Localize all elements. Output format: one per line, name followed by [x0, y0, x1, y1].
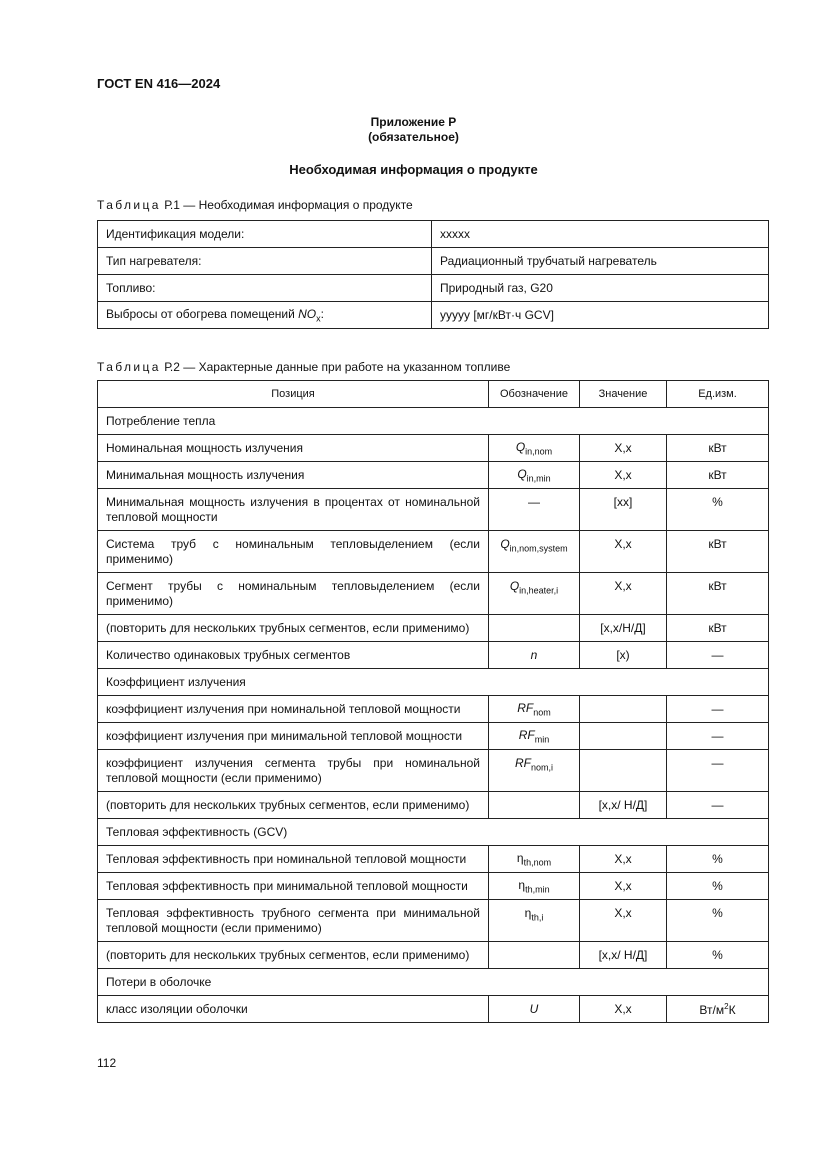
- symbol-sub: th,i: [531, 912, 544, 923]
- emission-symbol-sub: x: [316, 313, 321, 324]
- symbol-base: Q: [515, 439, 526, 454]
- cell-value: [x): [580, 642, 667, 669]
- cell-value: X,x: [580, 573, 667, 615]
- section-row-radiant: [98, 669, 769, 696]
- cell-symbol: [489, 996, 580, 1023]
- table2-caption: [97, 360, 510, 374]
- cell-position: (повторить для нескольких трубных сегментов, если применимо): [98, 615, 489, 642]
- table-cell-label: Тип нагревателя:: [98, 248, 432, 275]
- table-row: [98, 696, 769, 723]
- cell-symbol: [489, 573, 580, 615]
- cell-symbol: [489, 615, 580, 642]
- cell-symbol: [489, 750, 580, 792]
- table-cell-value: yyyyy [мг/кВт·ч GCV]: [432, 302, 769, 329]
- symbol-base: RF: [517, 700, 534, 715]
- cell-unit: кВт: [667, 531, 769, 573]
- table2-caption-word: Таблица: [97, 360, 161, 374]
- table1-caption-text: Р.1 — Необходимая информация о продукте: [160, 198, 413, 212]
- cell-position: Тепловая эффективность трубного сегмента при минимальной тепловой мощности (если применимо): [98, 900, 489, 942]
- emission-symbol: [298, 306, 321, 324]
- symbol-base: Q: [509, 579, 520, 593]
- cell-value: [580, 696, 667, 723]
- cell-unit: %: [667, 942, 769, 969]
- section-envelope-label: Потери в оболочке: [98, 969, 769, 996]
- cell-unit: %: [667, 489, 769, 531]
- table-row: [98, 642, 769, 669]
- cell-symbol: [489, 942, 580, 969]
- cell-position: (повторить для нескольких трубных сегментов, если применимо): [98, 942, 489, 969]
- section-radiant-label: Коэффициент излучения: [98, 669, 769, 696]
- symbol-sub: in,nom,system: [509, 543, 568, 554]
- section-row-envelope: [98, 969, 769, 996]
- table1-caption: [97, 198, 413, 212]
- table-row: [98, 302, 769, 329]
- table-row: [98, 275, 769, 302]
- symbol-sub: in,heater,i: [519, 585, 559, 596]
- table-row: [98, 723, 769, 750]
- emission-label-colon: :: [320, 306, 324, 321]
- cell-value: [x,x/ Н/Д]: [580, 792, 667, 819]
- section-efficiency-label: Тепловая эффективность (GCV): [98, 819, 769, 846]
- cell-value: X,x: [580, 900, 667, 942]
- table-cell-value: Радиационный трубчатый нагреватель: [432, 248, 769, 275]
- cell-symbol: [489, 846, 580, 873]
- table-row: [98, 792, 769, 819]
- cell-value: X,x: [580, 531, 667, 573]
- table-row: [98, 750, 769, 792]
- table-row: [98, 462, 769, 489]
- symbol-base: RF: [514, 756, 531, 770]
- cell-symbol: [489, 462, 580, 489]
- section-heat-label: Потребление тепла: [98, 408, 769, 435]
- cell-symbol: [489, 723, 580, 750]
- characteristics-table: [97, 380, 769, 1023]
- table-header-row: [98, 381, 769, 408]
- page-number: 112: [97, 1056, 117, 1070]
- cell-unit: —: [667, 723, 769, 750]
- cell-position: коэффициент излучения при минимальной тепловой мощности: [98, 723, 489, 750]
- cell-position: Тепловая эффективность при минимальной тепловой мощности: [98, 873, 489, 900]
- table-cell-value: xxxxx: [432, 221, 769, 248]
- cell-symbol: [489, 696, 580, 723]
- cell-position: коэффициент излучения сегмента трубы при номинальной тепловой мощности (если применимо): [98, 750, 489, 792]
- unit-sup: 2: [724, 1001, 729, 1011]
- symbol-base: U: [529, 1002, 539, 1016]
- annex-status: (обязательное): [368, 130, 459, 144]
- cell-value: [x,x/Н/Д]: [580, 615, 667, 642]
- cell-unit: [667, 996, 769, 1023]
- header-position: Позиция: [98, 381, 489, 408]
- symbol-base: η: [524, 906, 532, 920]
- product-info-table: [97, 220, 769, 329]
- cell-unit: —: [667, 792, 769, 819]
- table-cell-label: [98, 302, 432, 329]
- cell-position: Количество одинаковых трубных сегментов: [98, 642, 489, 669]
- table-row: [98, 615, 769, 642]
- table-row: [98, 435, 769, 462]
- cell-symbol: [489, 792, 580, 819]
- table-row: [98, 942, 769, 969]
- symbol-base: Q: [517, 466, 527, 481]
- cell-unit: —: [667, 696, 769, 723]
- symbol-sub: nom: [533, 707, 551, 718]
- document-code: ГОСТ EN 416—2024: [97, 76, 221, 91]
- emission-symbol-base: NO: [298, 306, 317, 321]
- annex-title: Приложение Р: [370, 115, 457, 129]
- cell-unit: —: [667, 750, 769, 792]
- cell-position: Минимальная мощность излучения в процентах от номинальной тепловой мощности: [98, 489, 489, 531]
- header-value: Значение: [580, 381, 667, 408]
- symbol-sub: nom,i: [530, 762, 553, 773]
- cell-value: [580, 750, 667, 792]
- cell-symbol: [489, 900, 580, 942]
- table-cell-label: Топливо:: [98, 275, 432, 302]
- cell-unit: кВт: [667, 615, 769, 642]
- table-row: [98, 248, 769, 275]
- emission-label-text: Выбросы от обогрева помещений: [106, 306, 299, 321]
- cell-symbol: —: [489, 489, 580, 531]
- symbol-sub: th,min: [525, 884, 550, 895]
- cell-value: [x,x/ Н/Д]: [580, 942, 667, 969]
- cell-symbol: [489, 873, 580, 900]
- cell-position: коэффициент излучения при номинальной тепловой мощности: [98, 696, 489, 723]
- cell-position: Номинальная мощность излучения: [98, 435, 489, 462]
- cell-value: X,x: [580, 846, 667, 873]
- cell-unit: %: [667, 873, 769, 900]
- cell-symbol: [489, 435, 580, 462]
- annex-section-title: Необходимая информация о продукте: [289, 162, 538, 177]
- cell-position: (повторить для нескольких трубных сегментов, если применимо): [98, 792, 489, 819]
- cell-position: Минимальная мощность излучения: [98, 462, 489, 489]
- cell-value: [xx]: [580, 489, 667, 531]
- symbol-base: Q: [500, 537, 510, 551]
- symbol-base: n: [530, 648, 538, 662]
- unit-tail: К: [728, 1002, 736, 1017]
- symbol-base: RF: [518, 727, 535, 742]
- table-row: [98, 573, 769, 615]
- cell-position: Сегмент трубы с номинальным тепловыделением (если применимо): [98, 573, 489, 615]
- table-row: [98, 489, 769, 531]
- table-cell-value: Природный газ, G20: [432, 275, 769, 302]
- cell-symbol: [489, 642, 580, 669]
- table-row: [98, 873, 769, 900]
- section-row-efficiency: [98, 819, 769, 846]
- cell-unit: кВт: [667, 462, 769, 489]
- cell-position: Система труб с номинальным тепловыделением (если применимо): [98, 531, 489, 573]
- cell-value: X,x: [580, 435, 667, 462]
- header-symbol: Обозначение: [489, 381, 580, 408]
- cell-position: класс изоляции оболочки: [98, 996, 489, 1023]
- table-cell-label: Идентификация модели:: [98, 221, 432, 248]
- symbol-base: η: [518, 877, 526, 892]
- cell-value: X,x: [580, 996, 667, 1023]
- symbol-sub: min: [534, 734, 550, 745]
- cell-symbol: [489, 531, 580, 573]
- cell-value: X,x: [580, 462, 667, 489]
- cell-value: X,x: [580, 873, 667, 900]
- symbol-sub: in,min: [526, 473, 551, 484]
- symbol-sub: th,nom: [523, 857, 552, 868]
- cell-position: Тепловая эффективность при номинальной тепловой мощности: [98, 846, 489, 873]
- table-row: [98, 531, 769, 573]
- unit-base: Вт/м: [699, 1002, 725, 1017]
- cell-unit: —: [667, 642, 769, 669]
- symbol-base: η: [516, 850, 524, 865]
- cell-unit: %: [667, 900, 769, 942]
- cell-unit: кВт: [667, 435, 769, 462]
- annex-heading: [0, 115, 827, 145]
- table-row: [98, 900, 769, 942]
- section-row-heat: [98, 408, 769, 435]
- cell-unit: %: [667, 846, 769, 873]
- cell-unit: кВт: [667, 573, 769, 615]
- symbol-sub: in,nom: [525, 446, 553, 457]
- table-row: [98, 221, 769, 248]
- table1-caption-word: Таблица: [97, 198, 161, 212]
- table-row: [98, 996, 769, 1023]
- header-unit: Ед.изм.: [667, 381, 769, 408]
- table-row: [98, 846, 769, 873]
- table2-caption-text: Р.2 — Характерные данные при работе на указанном топливе: [160, 360, 511, 374]
- cell-value: [580, 723, 667, 750]
